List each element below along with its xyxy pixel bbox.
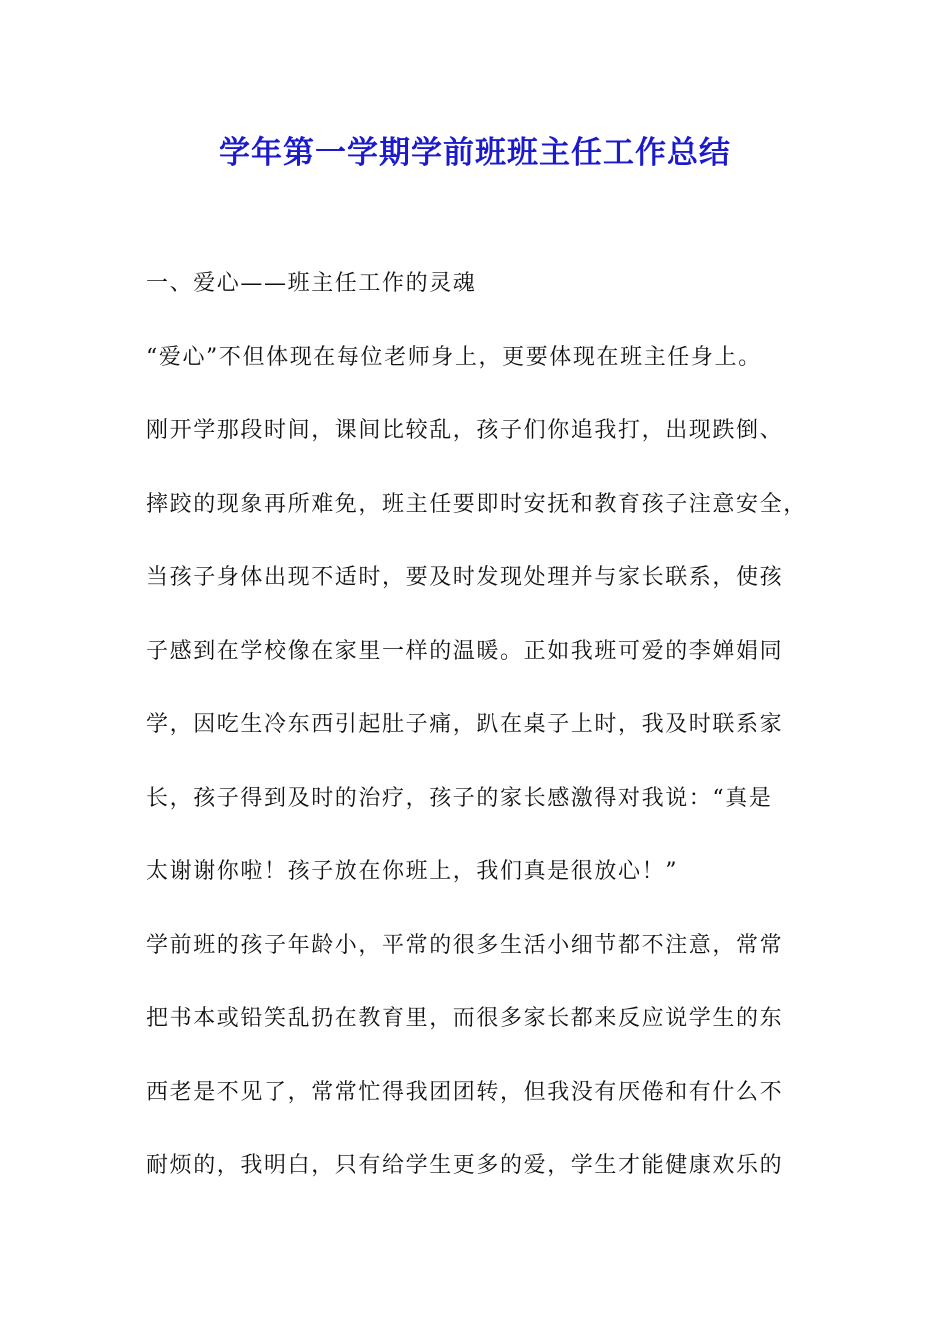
body-line: 学前班的孩子年龄小，平常的很多生活小细节都不注意，常常 xyxy=(146,932,784,958)
body-line: 子感到在学校像在家里一样的温暖。正如我班可爱的李婵娟同 xyxy=(146,638,784,664)
body-line: 西老是不见了，常常忙得我团团转，但我没有厌倦和有什么不 xyxy=(146,1079,784,1105)
body-line: 把书本或铅笑乱扔在教育里，而很多家长都来反应说学生的东 xyxy=(146,1006,784,1031)
section-heading: 一、爱心——班主任工作的灵魂 xyxy=(146,271,477,296)
body-line: 当孩子身体出现不适时，要及时发现处理并与家长联系，使孩 xyxy=(146,565,784,590)
body-line: 太谢谢你啦！孩子放在你班上，我们真是很放心！” xyxy=(146,859,679,884)
document-title: 学年第一学期学前班班主任工作总结 xyxy=(219,135,731,171)
body-line: 学，因吃生冷东西引起肚子痛，趴在桌子上时，我及时联系家 xyxy=(146,712,784,737)
body-line: 摔跤的现象再所难免，班主任要即时安抚和教育孩子注意安全， xyxy=(146,491,807,517)
document-body xyxy=(146,264,846,1220)
body-line: 耐烦的，我明白，只有给学生更多的爱，学生才能健康欢乐的 xyxy=(146,1153,784,1178)
body-line: “爱心”不但体现在每位老师身上，更要体现在班主任身上。 xyxy=(146,344,762,370)
body-line: 长，孩子得到及时的治疗，孩子的家长感激得对我说：“真是 xyxy=(146,785,773,811)
body-line: 刚开学那段时间，课间比较乱，孩子们你追我打，出现跌倒、 xyxy=(146,418,784,443)
